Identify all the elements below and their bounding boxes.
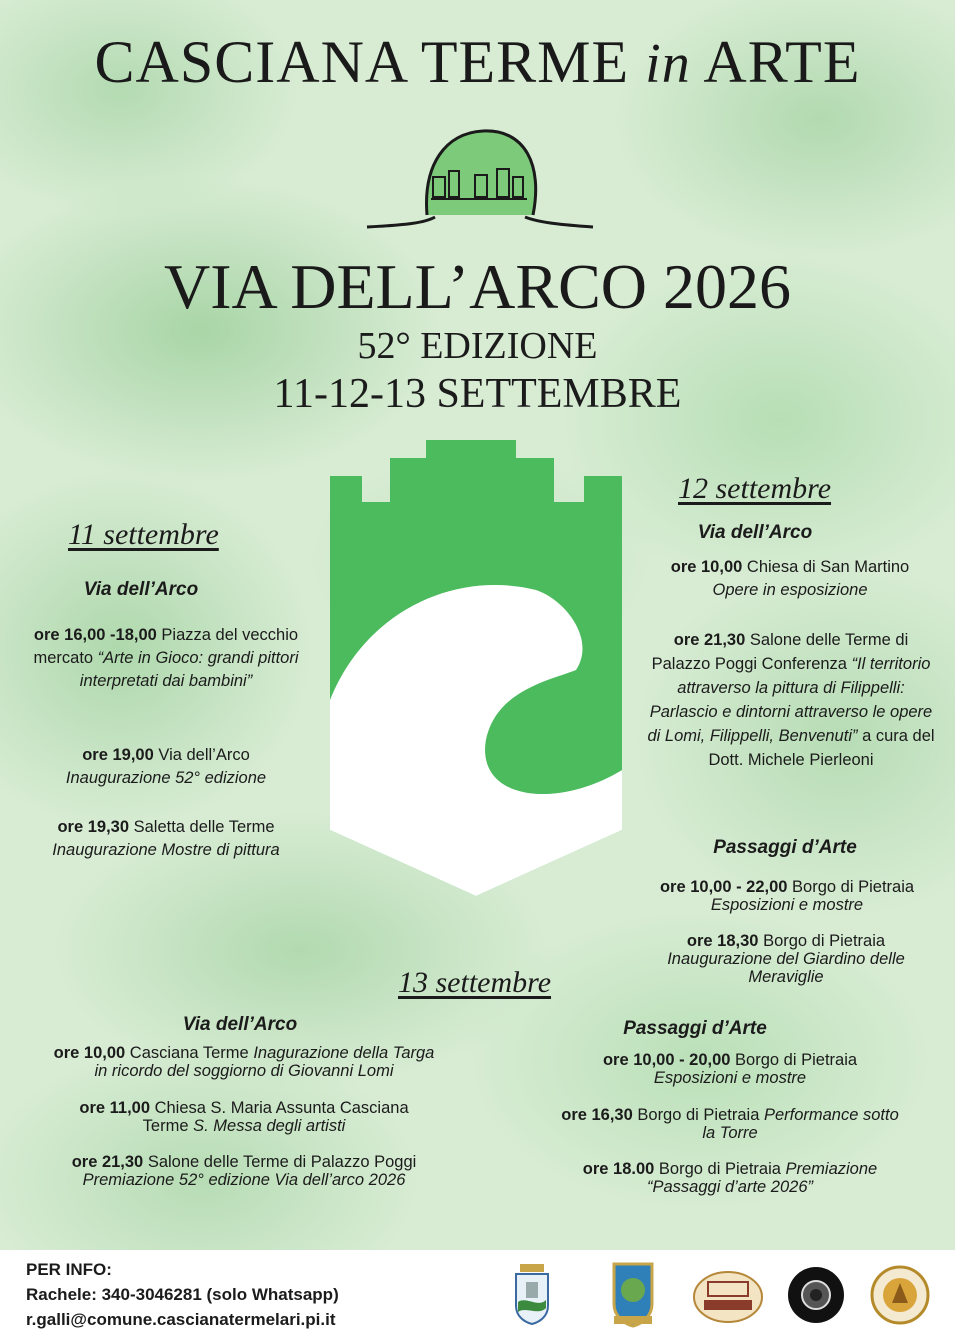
day11-event-3: ore 19,30 Saletta delle Terme Inaugurazione Mostre di pittura bbox=[52, 818, 280, 859]
day12-event-3: ore 10,00 - 22,00 Borgo di Pietraia Esposizioni e mostre bbox=[659, 878, 915, 914]
info-phone: Rachele: 340-3046281 (solo Whatsapp) bbox=[26, 1285, 339, 1304]
day13-event-2: ore 11,00 Chiesa S. Maria Assunta Casciana Terme S. Messa degli artisti bbox=[79, 1099, 409, 1135]
day13-heading: 13 settembre bbox=[398, 966, 552, 999]
day13-event-6: ore 18.00 Borgo di Pietraia Premiazione “Passaggi d’arte 2026” bbox=[582, 1160, 878, 1196]
day11-event-2: ore 19,00 Via dell’Arco Inaugurazione 52° edizione bbox=[65, 746, 267, 787]
university-seal-icon bbox=[870, 1265, 930, 1325]
day11-heading: 11 settembre bbox=[68, 518, 219, 551]
info-label: PER INFO: bbox=[26, 1260, 112, 1279]
day12-event-4: ore 18,30 Borgo di Pietraia Inaugurazione del Giardino delle Meraviglie bbox=[667, 932, 905, 986]
casciana-terme-seal-icon bbox=[610, 1258, 656, 1328]
arch-drawing-icon bbox=[365, 125, 595, 237]
day11-event-1: ore 16,00 -18,00 Piazza del vecchio mercato “Arte in Gioco: grandi pittori interpretati dai bambini” bbox=[33, 626, 299, 690]
terme-di-casciana-logo-icon bbox=[692, 1270, 764, 1324]
main-title: CASCIANA TERME in ARTE bbox=[94, 29, 861, 95]
camera-logo-icon bbox=[786, 1265, 846, 1325]
day12-event-1: ore 10,00 Chiesa di San Martino Opere in esposizione bbox=[670, 558, 910, 599]
day13-section-1: Via dell’Arco bbox=[182, 1014, 298, 1035]
tower-logo-icon bbox=[326, 440, 626, 896]
day12-section-1: Via dell’Arco bbox=[697, 522, 813, 543]
day13-event-5: ore 16,30 Borgo di Pietraia Performance sotto la Torre bbox=[561, 1106, 899, 1142]
day12-event-2: ore 21,30 Salone delle Terme di Palazzo Poggi Conferenza “Il territorio attraverso la pittura di Filippelli: Parlascio e dintorni attraverso le opere di Lomi, Filippelli, Benvenuti” a cura del Dott. Michele Pierleoni bbox=[647, 631, 935, 769]
day13-event-1: ore 10,00 Casciana Terme Inagurazione della Targa in ricordo del soggiorno di Giovanni Lomi bbox=[53, 1044, 435, 1080]
event-title: VIA DELL’ARCO 2026 bbox=[164, 251, 791, 322]
day13-event-3: ore 21,30 Salone delle Terme di Palazzo Poggi Premiazione 52° edizione Via dell’arco 2026 bbox=[71, 1153, 417, 1189]
dates-label: 11-12-13 SETTEMBRE bbox=[273, 371, 682, 417]
municipal-crest-icon bbox=[512, 1262, 552, 1326]
info-email[interactable]: r.galli@comune.cascianatermelari.pi.it bbox=[26, 1310, 336, 1329]
edition-label: 52° EDIZIONE bbox=[357, 325, 598, 367]
day12-heading: 12 settembre bbox=[678, 472, 832, 505]
day13-section-2: Passaggi d’Arte bbox=[623, 1018, 767, 1039]
day13-event-4: ore 10,00 - 20,00 Borgo di Pietraia Esposizioni e mostre bbox=[602, 1051, 858, 1087]
day12-section-2: Passaggi d’Arte bbox=[713, 837, 857, 858]
day11-section: Via dell’Arco bbox=[83, 579, 199, 600]
